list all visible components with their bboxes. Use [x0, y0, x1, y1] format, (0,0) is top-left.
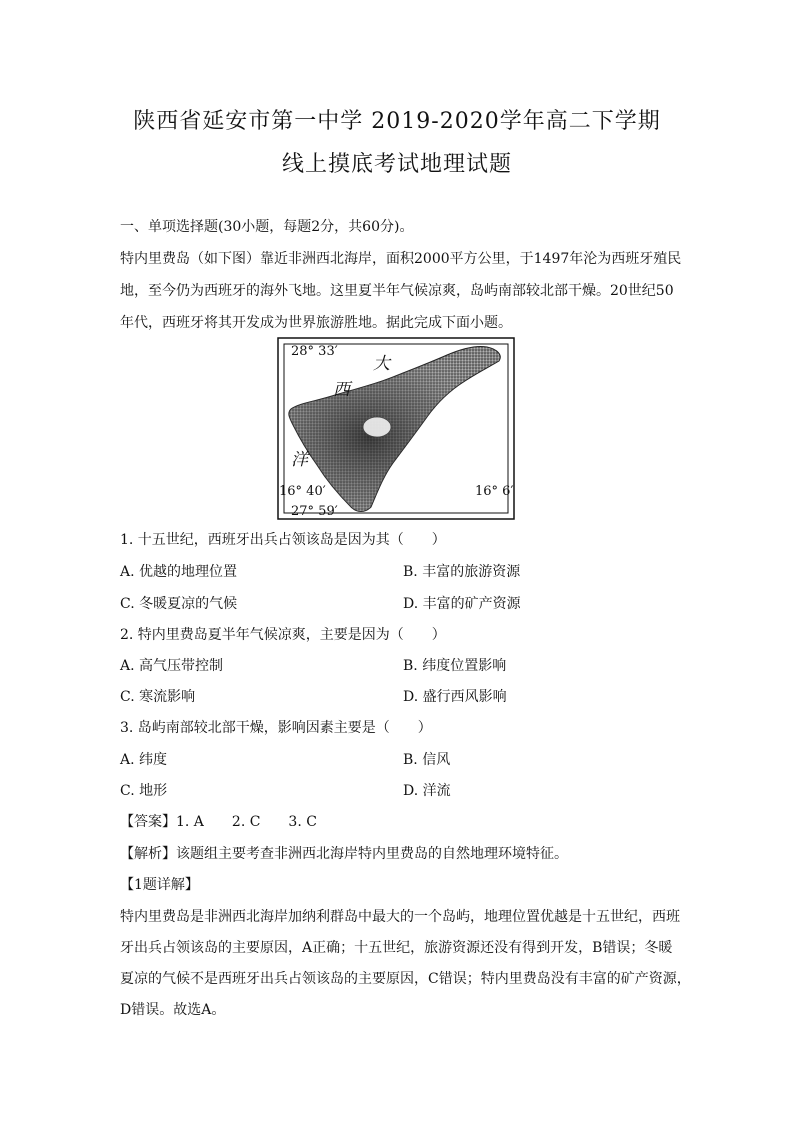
option-b: B. 信风	[403, 752, 451, 768]
answer-line: 【答案】1. A 2. C 3. C	[120, 814, 317, 830]
passage-line: 特内里费岛（如下图）靠近非洲西北海岸，面积2000平方公里，于1497年沦为西班牙殖民	[120, 251, 682, 267]
map-lat-bottom: 27° 59′	[291, 504, 338, 519]
option-d: D. 盛行西风影响	[403, 689, 507, 705]
option-b: B. 纬度位置影响	[403, 658, 507, 674]
option-c: C. 冬暖夏凉的气候	[120, 596, 238, 612]
question-stem: 3. 岛屿南部较北部干燥，影响因素主要是（ ）	[120, 720, 432, 736]
map-ocean-char: 大	[373, 354, 390, 374]
document-title-line1: 陕西省延安市第一中学 2019-2020学年高二下学期	[133, 109, 661, 134]
detail-line: 夏凉的气候不是西班牙出兵占领该岛的主要原因，C错误；特内里费岛没有丰富的矿产资源，	[120, 971, 691, 987]
analysis-line: 【解析】该题组主要考查非洲西北海岸特内里费岛的自然地理环境特征。	[120, 846, 568, 862]
option-a: A. 纬度	[120, 752, 168, 768]
option-c: C. 寒流影响	[120, 689, 196, 705]
option-d: D. 丰富的矿产资源	[403, 596, 521, 612]
detail-line: 特内里费岛是非洲西北海岸加纳利群岛中最大的一个岛屿，地理位置优越是十五世纪，西班	[120, 909, 680, 925]
map-lon-right: 16° 6′	[475, 484, 514, 499]
option-b: B. 丰富的旅游资源	[403, 564, 521, 580]
detail-heading: 【1题详解】	[120, 877, 199, 893]
passage-line: 年代，西班牙将其开发成为世界旅游胜地。据此完成下面小题。	[120, 315, 512, 331]
option-a: A. 优越的地理位置	[120, 564, 238, 580]
option-c: C. 地形	[120, 783, 168, 799]
question-stem: 1. 十五世纪，西班牙出兵占领该岛是因为其（ ）	[120, 532, 446, 548]
document-title-line2: 线上摸底考试地理试题	[281, 152, 512, 177]
detail-line: D错误。故选A。	[120, 1002, 226, 1018]
option-a: A. 高气压带控制	[120, 658, 224, 674]
question-stem: 2. 特内里费岛夏半年气候凉爽，主要是因为（ ）	[120, 627, 446, 643]
detail-line: 牙出兵占领该岛的主要原因，A正确；十五世纪，旅游资源还没有得到开发，B错误；冬暖	[120, 940, 673, 956]
section-heading: 一、单项选择题(30小题，每题2分，共60分)。	[120, 219, 414, 235]
map-lat-top: 28° 33′	[291, 344, 338, 359]
map-ocean-char: 西	[333, 380, 350, 400]
map-lon-left: 16° 40′	[279, 484, 326, 499]
passage-line: 地，至今仍为西班牙的海外飞地。这里夏半年气候凉爽，岛屿南部较北部干燥。20世纪50	[120, 283, 674, 299]
tenerife-map	[277, 337, 515, 520]
map-ocean-char: 洋	[291, 450, 308, 470]
option-d: D. 洋流	[403, 783, 451, 799]
